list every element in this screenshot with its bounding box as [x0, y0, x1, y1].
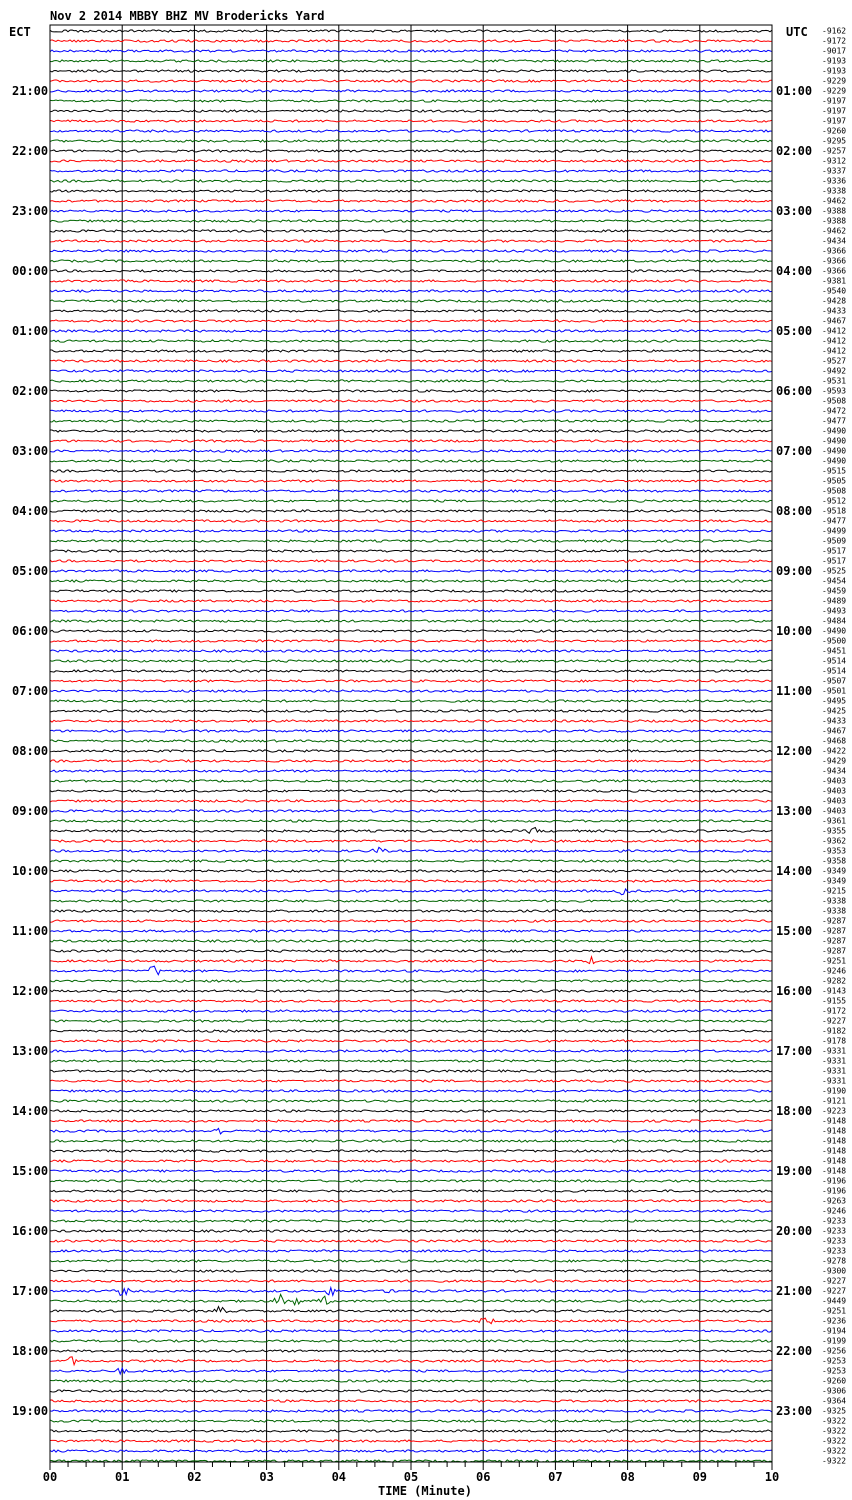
trace-offset-label: -9515 [822, 466, 847, 476]
trace-offset-label: -9257 [822, 146, 847, 156]
trace-offset-label: -9227 [822, 1016, 847, 1026]
trace-offset-label: -9381 [822, 276, 847, 286]
right-hour-label: 21:00 [776, 1284, 813, 1298]
right-hour-label: 15:00 [776, 924, 813, 938]
trace-offset-label: -9462 [822, 196, 847, 206]
trace-offset-label: -9509 [822, 536, 847, 546]
trace-offset-label: -9366 [822, 256, 847, 266]
right-hour-label: 06:00 [776, 384, 813, 398]
right-hour-label: 19:00 [776, 1164, 813, 1178]
right-hour-label: 04:00 [776, 264, 813, 278]
trace-offset-label: -9312 [822, 156, 847, 166]
trace-offset-label: -9514 [822, 656, 847, 666]
right-hour-label: 13:00 [776, 804, 813, 818]
x-tick-label: 00 [42, 1470, 58, 1484]
trace-offset-label: -9215 [822, 886, 847, 896]
trace-offset-label: -9425 [822, 706, 847, 716]
left-hour-label: 17:00 [12, 1284, 49, 1298]
trace-offset-label: -9472 [822, 406, 847, 416]
right-hour-label: 05:00 [776, 324, 813, 338]
trace-offset-label: -9233 [822, 1246, 847, 1256]
left-hour-label: 09:00 [12, 804, 49, 818]
trace-offset-label: -9233 [822, 1236, 847, 1246]
trace-offset-label: -9355 [822, 826, 847, 836]
trace-offset-label: -9508 [822, 486, 847, 496]
trace-offset-label: -9331 [822, 1056, 847, 1066]
trace-offset-label: -9490 [822, 446, 847, 456]
trace-offset-label: -9358 [822, 856, 847, 866]
trace-offset-label: -9336 [822, 176, 847, 186]
right-hour-label: 18:00 [776, 1104, 813, 1118]
left-hour-label: 18:00 [12, 1344, 49, 1358]
trace-offset-label: -9300 [822, 1266, 847, 1276]
trace-offset-label: -9412 [822, 336, 847, 346]
trace-offset-label: -9263 [822, 1196, 847, 1206]
trace-offset-label: -9507 [822, 676, 847, 686]
trace-offset-label: -9322 [822, 1426, 847, 1436]
x-tick-label: 04 [331, 1470, 347, 1484]
trace-offset-label: -9349 [822, 866, 847, 876]
right-hour-label: 10:00 [776, 624, 813, 638]
trace-offset-label: -9493 [822, 606, 847, 616]
right-timezone-label: UTC [786, 25, 808, 39]
trace-offset-label: -9194 [822, 1326, 847, 1336]
trace-offset-label: -9593 [822, 386, 847, 396]
trace-offset-label: -9331 [822, 1076, 847, 1086]
trace-offset-label: -9517 [822, 546, 847, 556]
trace-offset-label: -9512 [822, 496, 847, 506]
left-hour-label: 01:00 [12, 324, 49, 338]
trace-offset-label: -9148 [822, 1156, 847, 1166]
chart-title: Nov 2 2014 MBBY BHZ MV Brodericks Yard [50, 9, 325, 23]
trace-offset-label: -9223 [822, 1106, 847, 1116]
trace-offset-label: -9162 [822, 26, 847, 36]
trace-offset-label: -9322 [822, 1416, 847, 1426]
left-hour-label: 21:00 [12, 84, 49, 98]
trace-offset-label: -9197 [822, 96, 847, 106]
trace-offset-label: -9508 [822, 396, 847, 406]
trace-offset-label: -9499 [822, 526, 847, 536]
x-tick-label: 06 [475, 1470, 491, 1484]
trace-offset-label: -9412 [822, 326, 847, 336]
trace-offset-label: -9322 [822, 1436, 847, 1446]
x-axis-label: TIME (Minute) [378, 1484, 472, 1498]
left-hour-label: 04:00 [12, 504, 49, 518]
trace-offset-label: -9338 [822, 906, 847, 916]
trace-offset-label: -9233 [822, 1226, 847, 1236]
trace-offset-label: -9403 [822, 776, 847, 786]
right-hour-label: 20:00 [776, 1224, 813, 1238]
trace-offset-label: -9525 [822, 566, 847, 576]
trace-offset-label: -9148 [822, 1136, 847, 1146]
left-hour-label: 03:00 [12, 444, 49, 458]
trace-offset-label: -9253 [822, 1366, 847, 1376]
right-hour-label: 22:00 [776, 1344, 813, 1358]
right-hour-label: 08:00 [776, 504, 813, 518]
left-timezone-label: ECT [9, 25, 31, 39]
left-hour-label: 22:00 [12, 144, 49, 158]
trace-offset-label: -9349 [822, 876, 847, 886]
left-hour-label: 14:00 [12, 1104, 49, 1118]
left-hour-label: 06:00 [12, 624, 49, 638]
trace-offset-label: -9193 [822, 66, 847, 76]
trace-offset-label: -9459 [822, 586, 847, 596]
trace-offset-label: -9495 [822, 696, 847, 706]
trace-offset-label: -9148 [822, 1166, 847, 1176]
right-hour-label: 07:00 [776, 444, 813, 458]
trace-offset-label: -9172 [822, 36, 847, 46]
trace-offset-label: -9251 [822, 956, 847, 966]
trace-offset-label: -9490 [822, 426, 847, 436]
left-hour-label: 10:00 [12, 864, 49, 878]
trace-offset-label: -9517 [822, 556, 847, 566]
x-tick-label: 05 [403, 1470, 419, 1484]
trace-offset-label: -9227 [822, 1276, 847, 1286]
trace-offset-label: -9433 [822, 306, 847, 316]
trace-offset-label: -9246 [822, 966, 847, 976]
x-tick-label: 01 [114, 1470, 130, 1484]
trace-offset-label: -9428 [822, 296, 847, 306]
trace-offset-label: -9501 [822, 686, 847, 696]
trace-offset-label: -9148 [822, 1126, 847, 1136]
trace-offset-label: -9353 [822, 846, 847, 856]
left-hour-label: 11:00 [12, 924, 49, 938]
trace-offset-label: -9148 [822, 1146, 847, 1156]
trace-offset-label: -9251 [822, 1306, 847, 1316]
left-hour-label: 12:00 [12, 984, 49, 998]
trace-offset-label: -9484 [822, 616, 847, 626]
trace-offset-label: -9492 [822, 366, 847, 376]
trace-offset-label: -9451 [822, 646, 847, 656]
trace-offset-label: -9454 [822, 576, 847, 586]
trace-offset-label: -9233 [822, 1216, 847, 1226]
trace-offset-label: -9199 [822, 1336, 847, 1346]
trace-offset-label: -9477 [822, 416, 847, 426]
trace-offset-label: -9518 [822, 506, 847, 516]
trace-offset-label: -9331 [822, 1066, 847, 1076]
trace-offset-label: -9260 [822, 1376, 847, 1386]
trace-offset-label: -9422 [822, 746, 847, 756]
trace-offset-label: -9477 [822, 516, 847, 526]
trace-offset-label: -9287 [822, 936, 847, 946]
trace-offset-label: -9193 [822, 56, 847, 66]
axis-labels [12, 27, 846, 1485]
trace-offset-label: -9467 [822, 316, 847, 326]
trace-offset-label: -9366 [822, 246, 847, 256]
left-hour-label: 16:00 [12, 1224, 49, 1238]
trace-offset-label: -9121 [822, 1096, 847, 1106]
left-hour-label: 05:00 [12, 564, 49, 578]
trace-offset-label: -9306 [822, 1386, 847, 1396]
trace-offset-label: -9227 [822, 1286, 847, 1296]
trace-offset-label: -9287 [822, 916, 847, 926]
right-hour-label: 17:00 [776, 1044, 813, 1058]
trace-offset-label: -9434 [822, 766, 847, 776]
trace-offset-label: -9182 [822, 1026, 847, 1036]
trace-offset-label: -9229 [822, 76, 847, 86]
x-tick-label: 07 [548, 1470, 563, 1484]
x-tick-label: 10 [764, 1470, 780, 1484]
trace-offset-label: -9467 [822, 726, 847, 736]
trace-offset-label: -9246 [822, 1206, 847, 1216]
trace-offset-label: -9462 [822, 226, 847, 236]
trace-offset-label: -9196 [822, 1186, 847, 1196]
trace-offset-label: -9148 [822, 1116, 847, 1126]
left-hour-label: 19:00 [12, 1404, 49, 1418]
trace-offset-label: -9514 [822, 666, 847, 676]
trace-offset-label: -9331 [822, 1046, 847, 1056]
x-tick-label: 09 [692, 1470, 708, 1484]
trace-offset-label: -9229 [822, 86, 847, 96]
trace-offset-label: -9388 [822, 216, 847, 226]
trace-offset-label: -9178 [822, 1036, 847, 1046]
trace-offset-label: -9412 [822, 346, 847, 356]
trace-offset-label: -9172 [822, 1006, 847, 1016]
trace-offset-label: -9322 [822, 1446, 847, 1456]
trace-offset-label: -9540 [822, 286, 847, 296]
trace-offset-label: -9256 [822, 1346, 847, 1356]
left-hour-label: 15:00 [12, 1164, 49, 1178]
trace-offset-label: -9278 [822, 1256, 847, 1266]
trace-offset-label: -9287 [822, 926, 847, 936]
trace-offset-label: -9403 [822, 786, 847, 796]
trace-offset-label: -9434 [822, 236, 847, 246]
trace-offset-label: -9361 [822, 816, 847, 826]
left-hour-label: 07:00 [12, 684, 49, 698]
x-tick-label: 02 [187, 1470, 202, 1484]
trace-offset-label: -9531 [822, 376, 847, 386]
trace-offset-label: -9505 [822, 476, 847, 486]
trace-offset-label: -9366 [822, 266, 847, 276]
trace-offset-label: -9433 [822, 716, 847, 726]
right-hour-label: 01:00 [776, 84, 813, 98]
trace-offset-label: -9143 [822, 986, 847, 996]
trace-offset-label: -9253 [822, 1356, 847, 1366]
trace-offset-label: -9197 [822, 116, 847, 126]
x-tick-label: 08 [620, 1470, 635, 1484]
trace-offset-label: -9017 [822, 46, 847, 56]
trace-offset-label: -9429 [822, 756, 847, 766]
trace-offset-label: -9500 [822, 636, 847, 646]
trace-offset-label: -9490 [822, 626, 847, 636]
trace-offset-label: -9236 [822, 1316, 847, 1326]
trace-offset-label: -9364 [822, 1396, 847, 1406]
left-hour-label: 02:00 [12, 384, 49, 398]
right-hour-label: 02:00 [776, 144, 813, 158]
x-tick-label: 03 [259, 1470, 274, 1484]
trace-offset-label: -9490 [822, 456, 847, 466]
trace-offset-label: -9197 [822, 106, 847, 116]
trace-offset-label: -9489 [822, 596, 847, 606]
trace-offset-label: -9338 [822, 896, 847, 906]
right-hour-label: 09:00 [776, 564, 813, 578]
left-hour-label: 08:00 [12, 744, 49, 758]
trace-offset-label: -9196 [822, 1176, 847, 1186]
trace-offset-label: -9449 [822, 1296, 847, 1306]
trace-offset-label: -9338 [822, 186, 847, 196]
trace-offset-label: -9527 [822, 356, 847, 366]
trace-offset-label: -9403 [822, 796, 847, 806]
trace-offset-label: -9287 [822, 946, 847, 956]
trace-offset-label: -9362 [822, 836, 847, 846]
right-hour-label: 03:00 [776, 204, 813, 218]
right-hour-label: 12:00 [776, 744, 813, 758]
trace-offset-label: -9325 [822, 1406, 847, 1416]
trace-offset-label: -9337 [822, 166, 847, 176]
right-hour-label: 16:00 [776, 984, 813, 998]
trace-offset-label: -9388 [822, 206, 847, 216]
trace-offset-label: -9322 [822, 1456, 847, 1466]
left-hour-label: 13:00 [12, 1044, 49, 1058]
right-hour-label: 14:00 [776, 864, 813, 878]
trace-offset-label: -9468 [822, 736, 847, 746]
left-hour-label: 00:00 [12, 264, 49, 278]
trace-offset-label: -9490 [822, 436, 847, 446]
left-hour-label: 23:00 [12, 204, 49, 218]
trace-offset-label: -9295 [822, 136, 847, 146]
trace-offset-label: -9260 [822, 126, 847, 136]
trace-offset-label: -9190 [822, 1086, 847, 1096]
trace-offset-label: -9282 [822, 976, 847, 986]
trace-offset-label: -9403 [822, 806, 847, 816]
right-hour-label: 23:00 [776, 1404, 813, 1418]
right-hour-label: 11:00 [776, 684, 813, 698]
trace-offset-label: -9155 [822, 996, 847, 1006]
